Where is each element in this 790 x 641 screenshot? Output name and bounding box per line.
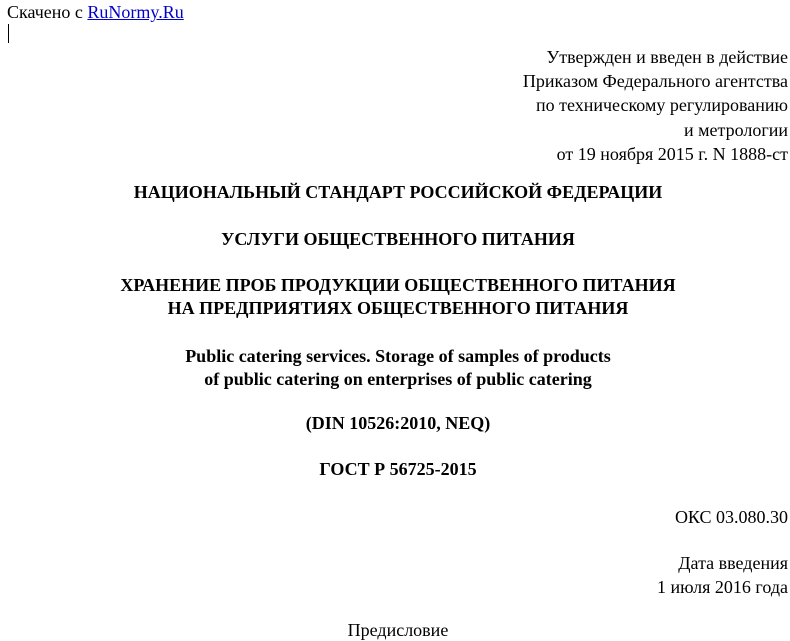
approval-line: и метрологии bbox=[684, 119, 788, 140]
ru-title-line-1: ХРАНЕНИЕ ПРОБ ПРОДУКЦИИ ОБЩЕСТВЕННОГО ПИТАНИЯ bbox=[120, 275, 676, 295]
approval-block bbox=[523, 45, 788, 166]
runormy-link[interactable]: RuNormy.Ru bbox=[87, 2, 184, 22]
intro-date-label: Дата введения bbox=[678, 553, 788, 573]
download-source-line bbox=[7, 2, 184, 23]
approval-line: Приказом Федерального агентства bbox=[522, 71, 788, 92]
text-cursor bbox=[8, 24, 9, 43]
services-heading: УСЛУГИ ОБЩЕСТВЕННОГО ПИТАНИЯ bbox=[221, 229, 575, 249]
en-title-line-2: of public catering on enterprises of public catering bbox=[204, 369, 592, 389]
en-title-line-1: Public catering services. Storage of samples of products bbox=[185, 346, 611, 366]
intro-date-value: 1 июля 2016 года bbox=[657, 577, 788, 597]
approval-line: по техническому регулированию bbox=[535, 95, 788, 116]
intro-date-block bbox=[657, 551, 788, 599]
gost-number: ГОСТ Р 56725-2015 bbox=[319, 459, 477, 479]
approval-line: Утвержден и введен в действие bbox=[546, 47, 788, 67]
approval-line: от 19 ноября 2015 г. N 1888-ст bbox=[556, 143, 788, 164]
foreword-heading: Предисловие bbox=[347, 620, 449, 640]
ru-title-line-2: НА ПРЕДПРИЯТИЯХ ОБЩЕСТВЕННОГО ПИТАНИЯ bbox=[167, 298, 629, 318]
din-reference: (DIN 10526:2010, NEQ) bbox=[305, 413, 491, 433]
downloaded-prefix: Скачено с bbox=[7, 2, 83, 22]
oks-code: ОКС 03.080.30 bbox=[674, 507, 788, 527]
national-standard-heading: НАЦИОНАЛЬНЫЙ СТАНДАРТ РОССИЙСКОЙ ФЕДЕРАЦИИ bbox=[133, 182, 663, 202]
